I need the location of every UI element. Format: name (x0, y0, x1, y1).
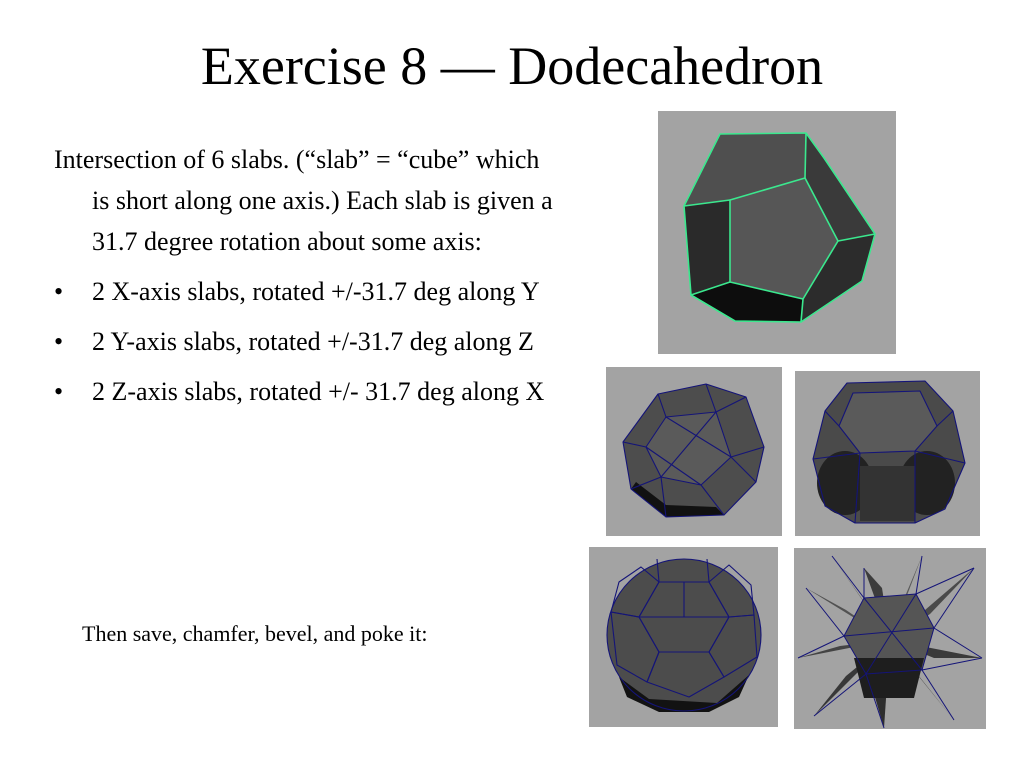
intro-paragraph: Intersection of 6 slabs. (“slab” = “cube” which is short along one axis.) Each slab is given a 31.7 degree rotation about some axis: (54, 145, 553, 256)
bullet-marker: • (54, 277, 64, 306)
slide-body (54, 139, 554, 412)
bullet-item (54, 321, 554, 362)
bullet-item (54, 271, 554, 312)
slide-title: Exercise 8 — Dodecahedron (200, 36, 824, 96)
bullet-marker: • (54, 377, 64, 406)
caption-text: Then save, chamfer, bevel, and poke it: (82, 621, 428, 646)
bullet-text: 2 Y-axis slabs, rotated +/-31.7 deg along Z (92, 327, 534, 356)
dodecahedron-smoothed-image (589, 547, 778, 727)
bullet-item (54, 371, 554, 412)
bullet-marker: • (54, 327, 64, 356)
dodecahedron-chamfered-image (606, 367, 782, 536)
bullet-text: 2 Z-axis slabs, rotated +/- 31.7 deg along X (92, 377, 545, 406)
dodecahedron-selected-image (658, 111, 896, 354)
dodecahedron-poked-image (794, 548, 986, 729)
bullet-text: 2 X-axis slabs, rotated +/-31.7 deg along Y (92, 277, 540, 306)
dodecahedron-beveled-image (795, 371, 980, 536)
